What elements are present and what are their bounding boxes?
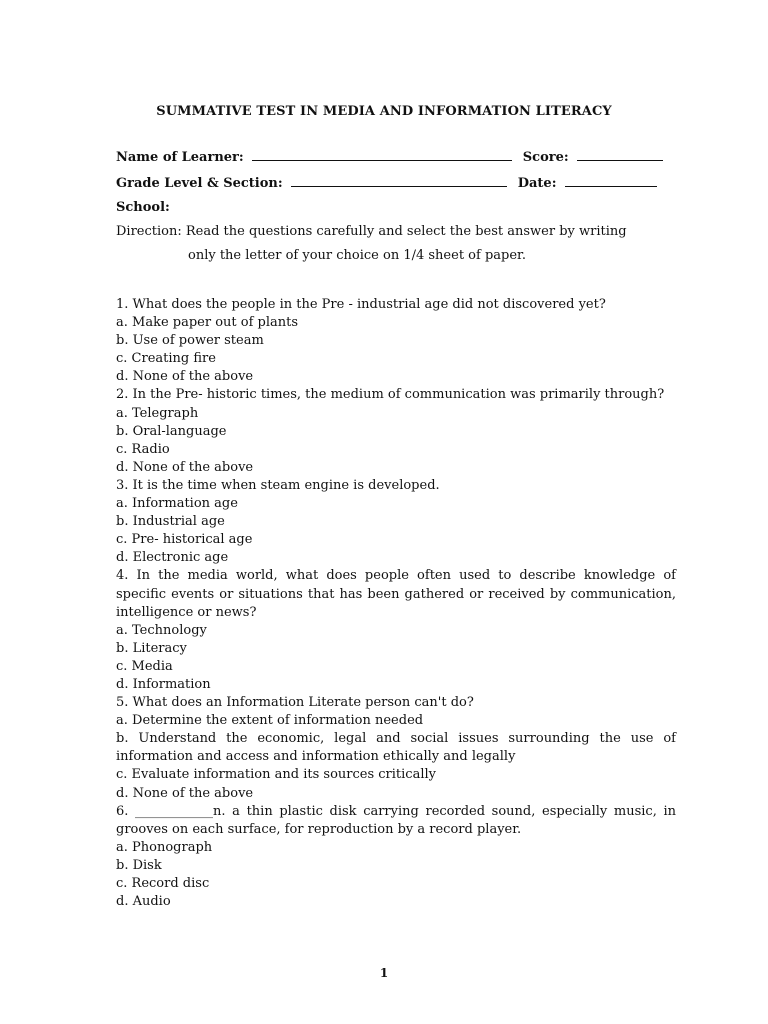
question-text: 1. What does the people in the Pre - industrial age did not discovered yet? bbox=[116, 297, 606, 312]
option: c. Record disc bbox=[116, 876, 210, 891]
option: c. Evaluate information and its sources critically bbox=[116, 767, 436, 783]
option: c. Radio bbox=[116, 441, 170, 457]
option: a. Make paper out of plants bbox=[116, 315, 299, 331]
option: d. None of the above bbox=[116, 369, 254, 385]
grade-blank[interactable] bbox=[291, 174, 507, 187]
option: b. Literacy bbox=[116, 640, 187, 656]
date-label: Date: bbox=[517, 176, 557, 191]
question-4 bbox=[116, 567, 676, 694]
question-list bbox=[116, 296, 676, 911]
option: a. Information age bbox=[116, 496, 238, 512]
option: a. Technology bbox=[116, 622, 207, 638]
option: d. None of the above bbox=[116, 785, 254, 801]
question-5 bbox=[116, 694, 676, 803]
date-blank[interactable] bbox=[565, 174, 657, 187]
option: c. Pre- historical age bbox=[116, 532, 253, 548]
page-number: 1 bbox=[379, 966, 389, 980]
option: d. None of the above bbox=[116, 459, 254, 475]
option: a. Phonograph bbox=[116, 839, 213, 855]
score-label: Score: bbox=[522, 150, 569, 165]
option: d. Information bbox=[116, 676, 211, 692]
option: a. Telegraph bbox=[116, 405, 199, 421]
page-title: SUMMATIVE TEST IN MEDIA AND INFORMATION LITERACY bbox=[156, 104, 612, 119]
school-row bbox=[116, 200, 170, 215]
direction-line-2: only the letter of your choice on 1/4 sheet of paper. bbox=[188, 248, 526, 263]
direction-label: Direction: bbox=[116, 224, 182, 239]
question-text: 2. In the Pre- historic times, the medium of communication was primarily through? bbox=[116, 387, 665, 403]
question-text: 4. In the media world, what does people often used to describe knowledge of specific events or situations that has been gathered or received by communication, intelligence or news? bbox=[116, 568, 676, 620]
name-blank[interactable] bbox=[252, 148, 512, 161]
option: d. Audio bbox=[116, 894, 171, 910]
score-blank[interactable] bbox=[577, 148, 663, 161]
name-row bbox=[116, 148, 663, 165]
question-1 bbox=[116, 296, 676, 386]
question-text: 5. What does an Information Literate person can't do? bbox=[116, 695, 474, 711]
option: b. Use of power steam bbox=[116, 333, 264, 349]
school-label: School: bbox=[116, 200, 170, 215]
direction-line-1 bbox=[116, 224, 627, 239]
option: a. Determine the extent of information needed bbox=[116, 713, 424, 729]
option: b. Industrial age bbox=[116, 514, 225, 530]
option: d. Electronic age bbox=[116, 550, 229, 566]
option: b. Disk bbox=[116, 857, 162, 873]
grade-row bbox=[116, 174, 657, 191]
question-text: 6. ____________n. a thin plastic disk carrying recorded sound, especially music, in grooves on each surface, for reproduction by a record player. bbox=[116, 803, 676, 837]
question-6 bbox=[116, 803, 676, 912]
question-3 bbox=[116, 477, 676, 567]
question-2 bbox=[116, 386, 676, 476]
name-label: Name of Learner: bbox=[116, 150, 244, 165]
grade-label: Grade Level & Section: bbox=[116, 176, 283, 191]
option: c. Creating fire bbox=[116, 351, 216, 367]
option: c. Media bbox=[116, 658, 173, 674]
question-text: 3. It is the time when steam engine is developed. bbox=[116, 477, 440, 493]
direction-text-1: Read the questions carefully and select the best answer by writing bbox=[185, 224, 627, 239]
option: b. Understand the economic, legal and social issues surrounding the use of information and access and information ethically and legally bbox=[116, 731, 676, 765]
option: b. Oral-language bbox=[116, 423, 227, 439]
